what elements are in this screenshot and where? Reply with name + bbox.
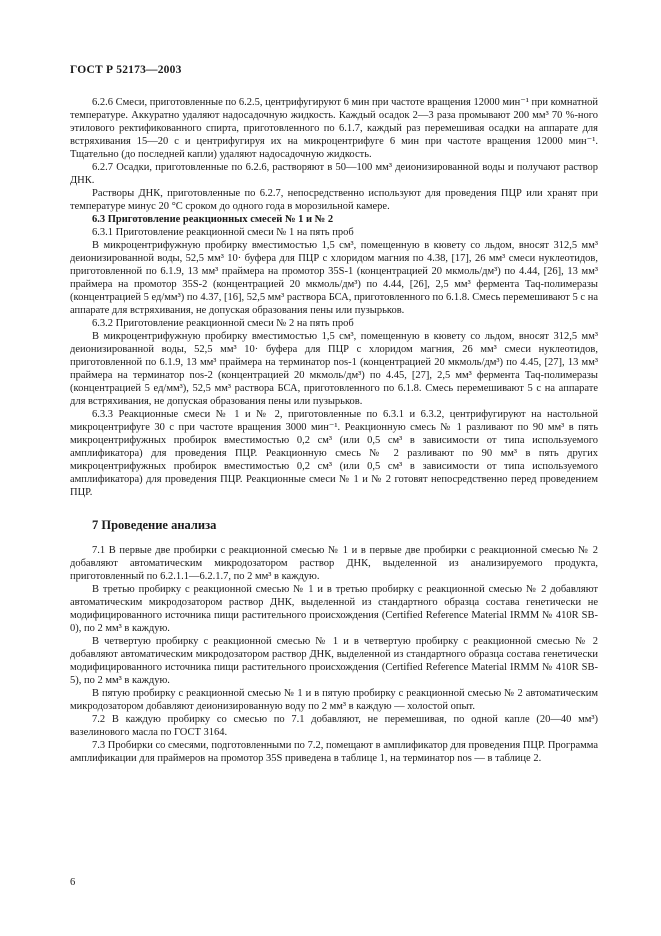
paragraph-6-3-3: 6.3.3 Реакционные смеси № 1 и № 2, приготовленные по 6.3.1 и 6.3.2, центрифугируют на настольной микроцентрифуге 30 с при частоте вращения 3000 мин⁻¹. Реакционную смесь № 1 разливают по 90 мм³ в пять микроцентрифужных пробирок вместимостью 0,2 см³ (или 0,5 см³ в зависимости от типа используемого амплификатора) для проведения ПЦР. Реакционную смесь № 2 разливают по 90 мм³ в пять других микроцентрифужных пробирок вместимостью 0,2 см³ (или 0,5 см³ в зависимости от типа используемого амплификатора) для проведения ПЦР. Реакционные смеси № 1 и № 2 готовят непосредственно перед проведением ПЦР. (70, 409, 598, 498)
document-body (70, 96, 598, 765)
paragraph-6-2-6: 6.2.6 Смеси, приготовленные по 6.2.5, центрифугируют 6 мин при частоте вращения 12000 мин⁻¹ при комнатной температуре. Аккуратно удаляют надосадочную жидкость. Каждый осадок 2—3 раза промывают 200 мм³ 70 %-ного этилового ректификованного спирта, приготовленного по 6.1.7, каждый раз перемешивая осадки на аппарате для встряхивания 15—20 с и центрифугируя их на микроцентрифуге 6 мин при частоте вращения 12000 мин⁻¹. Тщательно (до последней капли) удаляют надосадочную жидкость. (70, 97, 598, 160)
paragraph-fifth-tube: В пятую пробирку с реакционной смесью № 1 и в пятую пробирку с реакционной смесью № 2 автоматическим микродозатором добавляют деионизированную воду по 2 мм³ в каждую — холостой опыт. (70, 688, 598, 712)
paragraph-6-3-2-body: В микроцентрифужную пробирку вместимостью 1,5 см³, помещенную в кювету со льдом, вносят 312,5 мм³ деионизированной воды, 52,5 мм³ 10· буфера для ПЦР с хлоридом магния, 26 мм³ смеси нуклеотидов, приготовленной по 6.1.9, 13 мм³ праймера на терминатор nos-1 (концентрацией 20 мкмоль/дм³) по 4.45, [27], 13 мм³ праймера на терминатор nos-2 (концентрацией 20 мкмоль/дм³) по 4.45, [27], 2,5 мм³ фермента Taq-полимеразы (концентрацией 5 ед/мм³), 52,5 мм³ раствора БСА, приготовленного по 6.1.8. Смесь перемешивают 5 с на аппарате для встряхивания, не допуская образования пены или пузырьков. (70, 331, 598, 407)
paragraph-third-tube: В третью пробирку с реакционной смесью № 1 и в третью пробирку с реакционной смесью № 2 добавляют автоматическим микродозатором раствор ДНК, выделенной из стандартного образца состава генетически не модифицированного источника пищи растительного происхождения (Certified Reference Material IRMM № 410R SB-0), по 2 мм³ в каждую. (70, 584, 598, 634)
paragraph-7-3: 7.3 Пробирки со смесями, подготовленными по 7.2, помещают в амплификатор для проведения ПЦР. Программа амплификации для праймеров на промотор 35S приведена в таблице 1, на терминатор nos — в таблице 2. (70, 740, 598, 764)
subsection-heading-6-3: 6.3 Приготовление реакционных смесей № 1 и № 2 (92, 214, 334, 225)
paragraph-7-1: 7.1 В первые две пробирки с реакционной смесью № 1 и в первые две пробирки с реакционной смесью № 2 добавляют автоматическим микродозатором раствор ДНК, выделенной из анализируемого продукта, приготовленный по 6.2.1.1—6.2.1.7, по 2 мм³ в каждую. (70, 545, 598, 582)
paragraph-fourth-tube: В четвертую пробирку с реакционной смесью № 1 и в четвертую пробирку с реакционной смесью № 2 добавляют автоматическим микродозатором раствор ДНК, выделенной из стандартного образца состава генетически модифицированного источника пищи растительного происхождения (Certified Reference Material IRMM № 410R SB-5), по 2 мм³ в каждую. (70, 636, 598, 686)
page-number: 6 (70, 877, 76, 888)
paragraph-6-3-1-title: 6.3.1 Приготовление реакционной смеси № 1 на пять проб (92, 227, 354, 238)
paragraph-7-2: 7.2 В каждую пробирку со смесью по 7.1 добавляют, не перемешивая, по одной капле (20—40 мм³) вазелинового масла по ГОСТ 3164. (70, 714, 598, 738)
paragraph-6-3-1-body: В микроцентрифужную пробирку вместимостью 1,5 см³, помещенную в кювету со льдом, вносят 312,5 мм³ деионизированной воды, 52,5 мм³ 10· буфера для ПЦР с хлоридом магния по 4.38, [17], 26 мм³ смеси нуклеотидов, приготовленной по 6.1.9, 13 мм³ праймера на промотор 35S-1 (концентрацией 20 мкмоль/дм³) по 4.44, [26], 13 мм³ праймера на промотор 35S-2 (концентрацией 20 мкмоль/дм³) по 4.44, [26], 2,5 мм³ фермента Taq-полимеразы (концентрацией 5 ед/мм³) по 4.37, [16], 52,5 мм³ раствора БСА, приготовленного по 6.1.8. Смесь перемешивают 5 с на аппарате для встряхивания, не допуская образования пены или пузырьков. (70, 240, 598, 316)
standard-header: ГОСТ Р 52173—2003 (70, 64, 182, 76)
paragraph-dna-solutions: Растворы ДНК, приготовленные по 6.2.7, непосредственно используют для проведения ПЦР или хранят при температуре минус 20 °С сроком до одного года в морозильной камере. (70, 188, 598, 212)
section-heading-7: 7 Проведение анализа (92, 518, 217, 532)
paragraph-6-2-7: 6.2.7 Осадки, приготовленные по 6.2.6, растворяют в 50—100 мм³ деионизированной воды и получают раствор ДНК. (70, 162, 598, 186)
paragraph-6-3-2-title: 6.3.2 Приготовление реакционной смеси № 2 на пять проб (92, 318, 354, 329)
